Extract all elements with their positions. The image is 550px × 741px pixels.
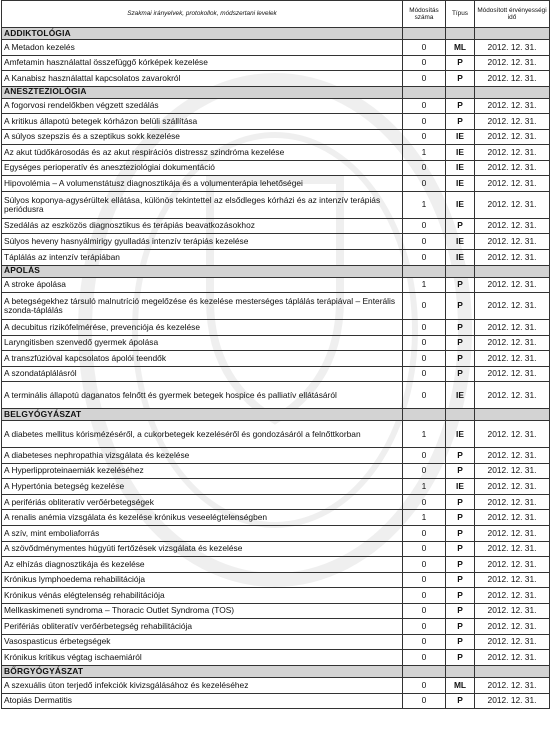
table-row <box>2 677 550 693</box>
modification-count: 0 <box>403 448 446 464</box>
modification-count: 1 <box>403 145 446 161</box>
guideline-name: A Hyperlipproteinaemiák kezeléséhez <box>2 463 403 479</box>
guideline-name: A szexuális úton terjedő infekciók kivizsgálásához és kezeléséhez <box>2 677 403 693</box>
modification-count: 0 <box>403 494 446 510</box>
guideline-name: Szedálás az eszközös diagnosztikus és terápiás beavatkozásokhoz <box>2 218 403 234</box>
table-row <box>2 277 550 293</box>
modification-count: 0 <box>403 160 446 176</box>
document-type: P <box>446 693 475 709</box>
modification-count: 0 <box>403 619 446 635</box>
validity-date: 2012. 12. 31. <box>475 277 550 293</box>
guideline-name: A diabeteses nephropathia vizsgálata és kezelése <box>2 448 403 464</box>
table-body <box>2 28 550 709</box>
document-type: P <box>446 293 475 320</box>
section-empty-cell <box>475 28 550 40</box>
guideline-name: A Hypertónia betegség kezelése <box>2 479 403 495</box>
section-header-row <box>2 265 550 277</box>
document-type: ML <box>446 40 475 56</box>
guideline-name: A diabetes mellitus kórismézéséről, a cukorbetegek kezeléséről és gondozásáról a felnőttkorban <box>2 421 403 448</box>
guidelines-table <box>1 0 550 709</box>
modification-count: 0 <box>403 176 446 192</box>
guideline-name: Az akut tüdőkárosodás és az akut respirációs distressz szindróma kezelése <box>2 145 403 161</box>
document-type: IE <box>446 234 475 250</box>
guideline-name: A stroke ápolása <box>2 277 403 293</box>
section-header-row <box>2 86 550 98</box>
guideline-name: A terminális állapotú daganatos felnőtt és gyermek betegek hospice és palliatív ellátásáról <box>2 382 403 409</box>
guideline-name: A kritikus állapotú betegek kórházon belüli szállítása <box>2 114 403 130</box>
validity-date: 2012. 12. 31. <box>475 335 550 351</box>
table-row <box>2 557 550 573</box>
guideline-name: A perifériás obliteratív verőérbetegségek <box>2 494 403 510</box>
validity-date: 2012. 12. 31. <box>475 191 550 218</box>
table-row <box>2 463 550 479</box>
header-validity: Módosított érvényességi idő <box>475 1 550 28</box>
guideline-name: A fogorvosi rendelőkben végzett szedálás <box>2 98 403 114</box>
modification-count: 1 <box>403 510 446 526</box>
table-header <box>2 1 550 28</box>
validity-date: 2012. 12. 31. <box>475 510 550 526</box>
validity-date: 2012. 12. 31. <box>475 114 550 130</box>
validity-date: 2012. 12. 31. <box>475 572 550 588</box>
validity-date: 2012. 12. 31. <box>475 145 550 161</box>
validity-date: 2012. 12. 31. <box>475 293 550 320</box>
modification-count: 0 <box>403 557 446 573</box>
document-type: IE <box>446 145 475 161</box>
section-empty-cell <box>446 665 475 677</box>
guideline-name: Az elhízás diagnosztikája és kezelése <box>2 557 403 573</box>
document-type: P <box>446 572 475 588</box>
modification-count: 0 <box>403 335 446 351</box>
guideline-name: A Metadon kezelés <box>2 40 403 56</box>
validity-date: 2012. 12. 31. <box>475 382 550 409</box>
section-title: ADDIKTOLÓGIA <box>2 28 403 40</box>
validity-date: 2012. 12. 31. <box>475 650 550 666</box>
validity-date: 2012. 12. 31. <box>475 160 550 176</box>
modification-count: 0 <box>403 693 446 709</box>
document-type: P <box>446 98 475 114</box>
guideline-name: A szövődménymentes húgyúti fertőzések vizsgálata és kezelése <box>2 541 403 557</box>
modification-count: 0 <box>403 98 446 114</box>
document-type: P <box>446 55 475 71</box>
table-row <box>2 293 550 320</box>
table-row <box>2 114 550 130</box>
modification-count: 0 <box>403 634 446 650</box>
document-type: IE <box>446 191 475 218</box>
guideline-name: A renalis anémia vizsgálata és kezelése krónikus veseelégtelenségben <box>2 510 403 526</box>
validity-date: 2012. 12. 31. <box>475 218 550 234</box>
validity-date: 2012. 12. 31. <box>475 541 550 557</box>
table-row <box>2 320 550 336</box>
document-type: IE <box>446 129 475 145</box>
table-row <box>2 366 550 382</box>
table-row <box>2 234 550 250</box>
section-empty-cell <box>403 265 446 277</box>
table-row <box>2 479 550 495</box>
modification-count: 0 <box>403 320 446 336</box>
document-type: P <box>446 494 475 510</box>
modification-count: 1 <box>403 479 446 495</box>
table-row <box>2 176 550 192</box>
document-type: P <box>446 557 475 573</box>
validity-date: 2012. 12. 31. <box>475 557 550 573</box>
document-type: IE <box>446 421 475 448</box>
validity-date: 2012. 12. 31. <box>475 351 550 367</box>
validity-date: 2012. 12. 31. <box>475 176 550 192</box>
section-empty-cell <box>475 665 550 677</box>
document-type: P <box>446 114 475 130</box>
document-type: IE <box>446 176 475 192</box>
modification-count: 1 <box>403 191 446 218</box>
section-title: BELGYÓGYÁSZAT <box>2 409 403 421</box>
guideline-name: Egységes perioperatív és aneszteziológiai dokumentáció <box>2 160 403 176</box>
table-row <box>2 40 550 56</box>
validity-date: 2012. 12. 31. <box>475 55 550 71</box>
document-type: P <box>446 650 475 666</box>
table-row <box>2 693 550 709</box>
guideline-name: A betegségekhez társuló malnutríció megelőzése és kezelése mesterséges táplálás terápiával – Enterális szonda-táplálás <box>2 293 403 320</box>
modification-count: 0 <box>403 572 446 588</box>
document-type: P <box>446 277 475 293</box>
guideline-name: Krónikus lymphoedema rehabilitációja <box>2 572 403 588</box>
section-empty-cell <box>475 86 550 98</box>
modification-count: 0 <box>403 71 446 87</box>
table-row <box>2 98 550 114</box>
document-type: P <box>446 588 475 604</box>
modification-count: 0 <box>403 40 446 56</box>
modification-count: 0 <box>403 129 446 145</box>
table-row <box>2 541 550 557</box>
validity-date: 2012. 12. 31. <box>475 234 550 250</box>
section-header-row <box>2 665 550 677</box>
table-row <box>2 634 550 650</box>
document-type: IE <box>446 250 475 266</box>
document-type: P <box>446 634 475 650</box>
document-type: P <box>446 71 475 87</box>
document-type: P <box>446 320 475 336</box>
section-title: BŐRGYÓGYÁSZAT <box>2 665 403 677</box>
document-type: P <box>446 541 475 557</box>
document-type: P <box>446 463 475 479</box>
table-row <box>2 526 550 542</box>
modification-count: 0 <box>403 382 446 409</box>
validity-date: 2012. 12. 31. <box>475 479 550 495</box>
modification-count: 0 <box>403 351 446 367</box>
guideline-name: Vasospasticus érbetegségek <box>2 634 403 650</box>
modification-count: 0 <box>403 541 446 557</box>
guideline-name: A decubitus rizikófelmérése, prevenciója és kezelése <box>2 320 403 336</box>
table-row <box>2 448 550 464</box>
document-type: IE <box>446 382 475 409</box>
guideline-name: Hipovolémia – A volumenstátusz diagnosztikája és a volumenterápia lehetőségei <box>2 176 403 192</box>
section-empty-cell <box>446 409 475 421</box>
header-title: Szakmai irányelvek, protokollok, módszertani levelek <box>2 1 403 28</box>
section-empty-cell <box>403 665 446 677</box>
guideline-name: Mellkaskimeneti syndroma – Thoracic Outlet Syndroma (TOS) <box>2 603 403 619</box>
validity-date: 2012. 12. 31. <box>475 250 550 266</box>
validity-date: 2012. 12. 31. <box>475 129 550 145</box>
modification-count: 0 <box>403 588 446 604</box>
table-row <box>2 603 550 619</box>
validity-date: 2012. 12. 31. <box>475 98 550 114</box>
table-row <box>2 382 550 409</box>
table-row <box>2 335 550 351</box>
document-type: P <box>446 603 475 619</box>
modification-count: 0 <box>403 677 446 693</box>
document-type: IE <box>446 479 475 495</box>
validity-date: 2012. 12. 31. <box>475 677 550 693</box>
validity-date: 2012. 12. 31. <box>475 71 550 87</box>
guideline-name: Súlyos heveny hasnyálmirigy gyulladás intenzív terápiás kezelése <box>2 234 403 250</box>
table-row <box>2 619 550 635</box>
validity-date: 2012. 12. 31. <box>475 619 550 635</box>
section-empty-cell <box>446 265 475 277</box>
guideline-name: Krónikus kritikus végtag ischaemiáról <box>2 650 403 666</box>
table-row <box>2 572 550 588</box>
document-type: P <box>446 526 475 542</box>
document-type: IE <box>446 160 475 176</box>
section-header-row <box>2 28 550 40</box>
table-row <box>2 494 550 510</box>
validity-date: 2012. 12. 31. <box>475 448 550 464</box>
header-mod-count: Módosítás száma <box>403 1 446 28</box>
table-row <box>2 191 550 218</box>
table-row <box>2 218 550 234</box>
guideline-name: Táplálás az intenzív terápiában <box>2 250 403 266</box>
guideline-name: A Kanabisz használattal kapcsolatos zavarokról <box>2 71 403 87</box>
validity-date: 2012. 12. 31. <box>475 526 550 542</box>
table-row <box>2 129 550 145</box>
document-type: P <box>446 366 475 382</box>
modification-count: 1 <box>403 277 446 293</box>
document-type: P <box>446 335 475 351</box>
modification-count: 0 <box>403 293 446 320</box>
table-row <box>2 650 550 666</box>
table-row <box>2 351 550 367</box>
section-empty-cell <box>403 409 446 421</box>
table-row <box>2 145 550 161</box>
table-row <box>2 250 550 266</box>
section-header-row <box>2 409 550 421</box>
guideline-name: A szív, mint emboliaforrás <box>2 526 403 542</box>
guideline-name: Amfetamin használattal összefüggő kórképek kezelése <box>2 55 403 71</box>
document-type: P <box>446 510 475 526</box>
modification-count: 1 <box>403 421 446 448</box>
guideline-name: Laryngitisben szenvedő gyermek ápolása <box>2 335 403 351</box>
modification-count: 0 <box>403 650 446 666</box>
validity-date: 2012. 12. 31. <box>475 40 550 56</box>
section-title: ÁPOLÁS <box>2 265 403 277</box>
section-empty-cell <box>403 86 446 98</box>
modification-count: 0 <box>403 55 446 71</box>
modification-count: 0 <box>403 114 446 130</box>
modification-count: 0 <box>403 603 446 619</box>
modification-count: 0 <box>403 218 446 234</box>
table-row <box>2 510 550 526</box>
guideline-name: Súlyos koponya-agysérültek ellátása, különös tekintettel az elsődleges kórházi és az intenzív terápiás periódusra <box>2 191 403 218</box>
table-row <box>2 588 550 604</box>
validity-date: 2012. 12. 31. <box>475 320 550 336</box>
validity-date: 2012. 12. 31. <box>475 366 550 382</box>
guideline-name: A transzfúzióval kapcsolatos ápolói teendők <box>2 351 403 367</box>
header-type: Típus <box>446 1 475 28</box>
validity-date: 2012. 12. 31. <box>475 634 550 650</box>
validity-date: 2012. 12. 31. <box>475 421 550 448</box>
modification-count: 0 <box>403 526 446 542</box>
modification-count: 0 <box>403 234 446 250</box>
modification-count: 0 <box>403 366 446 382</box>
document-type: P <box>446 218 475 234</box>
table-row <box>2 71 550 87</box>
guideline-name: A súlyos szepszis és a szeptikus sokk kezelése <box>2 129 403 145</box>
section-empty-cell <box>446 86 475 98</box>
document-type: P <box>446 448 475 464</box>
guideline-name: Perifériás obliteratív verőérbetegség rehabilitációja <box>2 619 403 635</box>
table-row <box>2 421 550 448</box>
table-row <box>2 55 550 71</box>
validity-date: 2012. 12. 31. <box>475 603 550 619</box>
section-title: ANESZTEZIOLÓGIA <box>2 86 403 98</box>
modification-count: 0 <box>403 250 446 266</box>
document-type: P <box>446 351 475 367</box>
guideline-name: A szondatáplálásról <box>2 366 403 382</box>
modification-count: 0 <box>403 463 446 479</box>
validity-date: 2012. 12. 31. <box>475 494 550 510</box>
guideline-name: Krónikus vénás elégtelenség rehabilitációja <box>2 588 403 604</box>
table-row <box>2 160 550 176</box>
validity-date: 2012. 12. 31. <box>475 588 550 604</box>
validity-date: 2012. 12. 31. <box>475 463 550 479</box>
section-empty-cell <box>403 28 446 40</box>
guideline-name: Atopiás Dermatitis <box>2 693 403 709</box>
document-type: ML <box>446 677 475 693</box>
validity-date: 2012. 12. 31. <box>475 693 550 709</box>
section-empty-cell <box>475 409 550 421</box>
document-type: P <box>446 619 475 635</box>
section-empty-cell <box>446 28 475 40</box>
section-empty-cell <box>475 265 550 277</box>
